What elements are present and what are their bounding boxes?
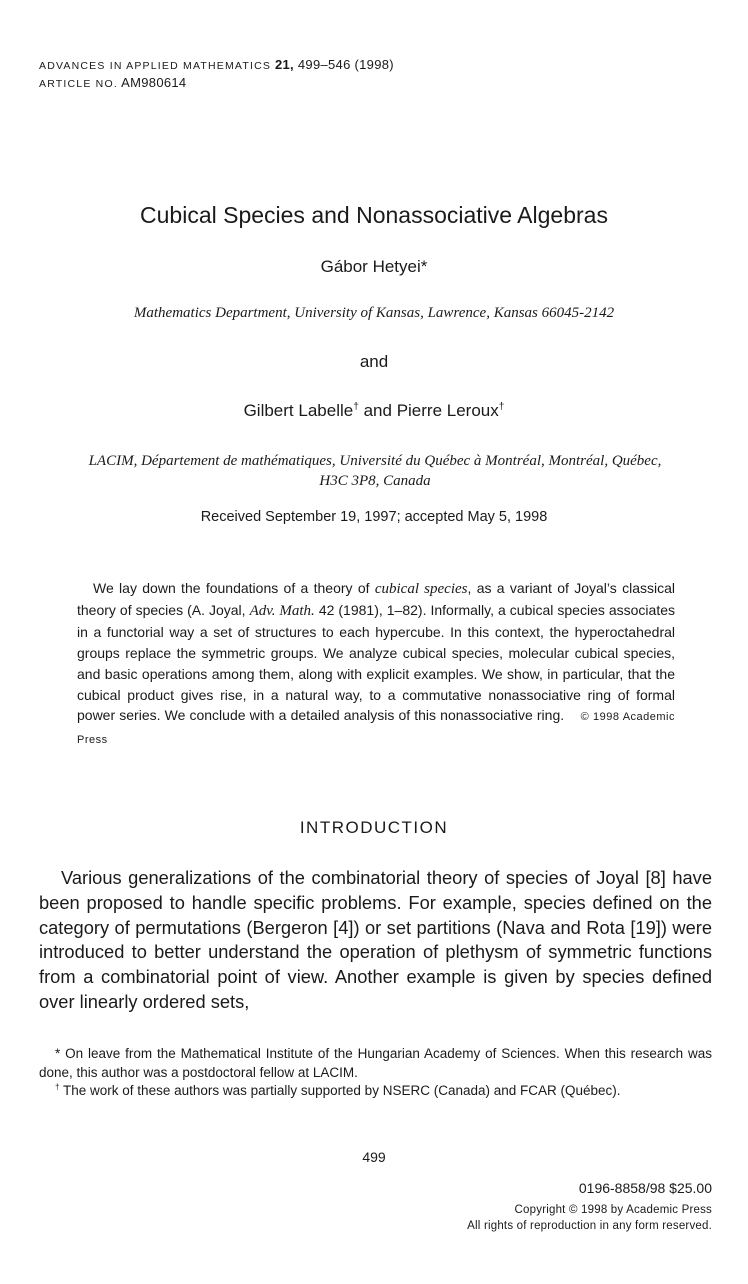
author-separator: and: [359, 352, 389, 371]
first-author: [0, 257, 748, 277]
journal-header: [39, 56, 394, 91]
introduction-heading: INTRODUCTION: [299, 818, 449, 837]
received-dates: Received September 19, 1997; accepted May 5, 1998: [200, 509, 548, 525]
page-number: 499: [362, 1149, 386, 1165]
abstract-journal-ref: Adv. Math.: [249, 602, 315, 619]
author-joiner: and: [358, 401, 397, 420]
journal-pages-year: 499–546 (1998): [297, 57, 394, 72]
article-number: AM980614: [121, 74, 187, 90]
footnote-2-mark: †: [55, 1082, 60, 1092]
article-label: ARTICLE NO.: [39, 77, 118, 90]
third-author-footnote-mark: †: [498, 401, 505, 413]
article-number-line: [39, 74, 394, 92]
rights-line: All rights of reproduction in any form reserved.: [467, 1220, 712, 1232]
first-author-name: Gábor Hetyei: [320, 257, 421, 276]
article-price: 0196-8858/98 $25.00: [578, 1180, 712, 1196]
abstract-text-1: We lay down the foundations of a theory of: [93, 580, 375, 596]
copyright-line: Copyright © 1998 by Academic Press: [514, 1204, 712, 1216]
publisher-copyright: [467, 1202, 712, 1234]
abstract: [77, 578, 675, 751]
abstract-paragraph: [77, 578, 675, 751]
abstract-text-2: , as a variant of Joyal’s classical theory of species (A. Joyal,: [77, 580, 675, 618]
second-authors-affiliation: LACIM, Département de mathématiques, Université du Québec à Montréal, Montréal, Québec, H3C 3P8, Canada: [88, 453, 662, 489]
second-authors: [0, 401, 748, 421]
footnote-1: [39, 1045, 712, 1082]
second-author-footnote-mark: †: [353, 401, 359, 413]
introduction-body: [39, 866, 712, 1015]
footnote-2: [39, 1082, 712, 1101]
footnote-1-text: On leave from the Mathematical Institute of the Hungarian Academy of Sciences. When this research was done, this author was a postdoctoral fellow at LACIM.: [39, 1046, 712, 1080]
first-author-affiliation: Mathematics Department, University of Kansas, Lawrence, Kansas 66045-2142: [133, 305, 615, 321]
journal-citation: [39, 56, 394, 74]
footnotes: [39, 1045, 712, 1101]
journal-name: ADVANCES IN APPLIED MATHEMATICS: [39, 60, 272, 72]
footnote-2-text: The work of these authors was partially supported by NSERC (Canada) and FCAR (Québec).: [63, 1083, 621, 1098]
paper-title: Cubical Species and Nonassociative Algebras: [140, 202, 608, 228]
second-author-name: Gilbert Labelle: [243, 401, 354, 420]
introduction-paragraph: Various generalizations of the combinatorial theory of species of Joyal [8] have been proposed to handle specific problems. For example, species defined on the category of permutations (Bergeron [4]) or set partitions (Nava and Rota [19]) were introduced to better understand the operation of plethysm of symmetric functions from a combinatorial point of view. Another example is given by species defined over linearly ordered sets,: [39, 867, 712, 1012]
first-author-footnote-mark: *: [420, 257, 428, 276]
journal-volume: 21,: [275, 57, 294, 72]
abstract-text-3: 42 (1981), 1–82). Informally, a cubical species associates in a functorial way a set of structures to each hypercube. In this context, the hyperoctahedral groups replace the symmetric groups. We analyze cubical species, molecular cubical species, and basic operations among them, along with explicit examples. We show, in particular, that the cubical product gives rise, in a natural way, to a commutative nonassociative ring of formal power series. We conclude with a detailed analysis of this nonassociative ring.: [77, 601, 676, 724]
abstract-italic-term: cubical species: [374, 581, 468, 597]
footnote-1-mark: *: [55, 1046, 61, 1061]
abstract-copyright: © 1998 Academic Press: [77, 711, 675, 747]
third-author-name: Pierre Leroux: [396, 401, 499, 420]
